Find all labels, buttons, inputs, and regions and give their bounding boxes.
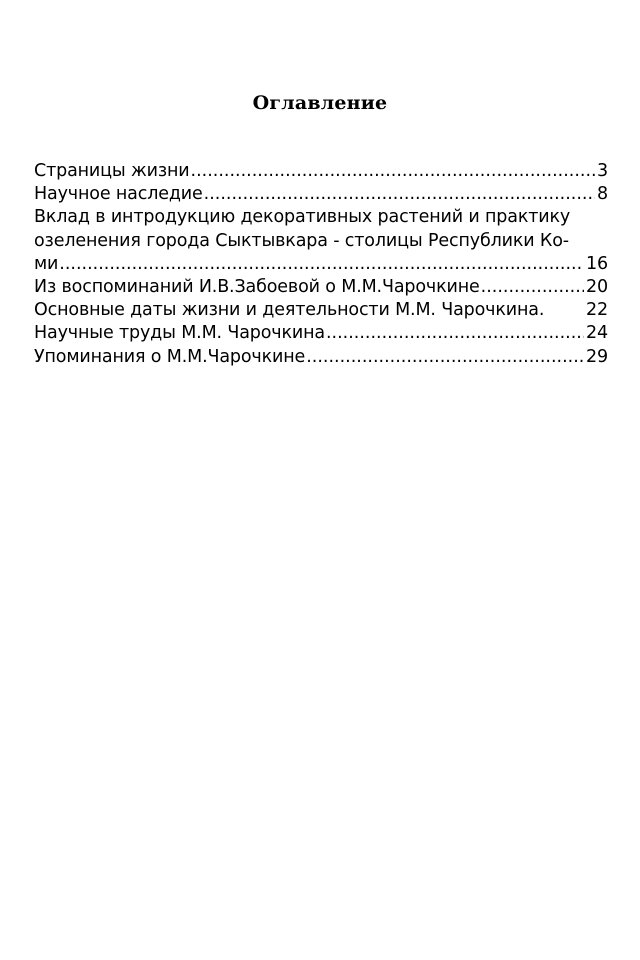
dot-leader	[204, 183, 595, 206]
dot-leader	[481, 276, 584, 299]
toc-entry-text: Упоминания о М.М.Чарочкине	[34, 346, 306, 367]
toc-entry-page: 22	[586, 300, 608, 321]
toc-title: Оглавление	[252, 92, 388, 114]
dot-leader	[306, 346, 584, 369]
toc-entry-page: 24	[586, 323, 608, 344]
toc-entry-page: 29	[586, 346, 608, 367]
toc-entry	[34, 160, 608, 183]
toc-entry-text: Научное наследие	[34, 184, 203, 205]
toc-entry	[34, 276, 608, 299]
toc-entry	[34, 346, 608, 369]
toc-entry	[34, 253, 608, 276]
dot-leader	[191, 160, 596, 183]
dot-leader	[59, 253, 584, 276]
toc-entry-page: 20	[586, 276, 608, 297]
table-of-contents	[34, 160, 608, 369]
toc-entry-text: Научные труды М.М. Чарочкина	[34, 323, 325, 344]
toc-entry	[34, 299, 608, 322]
dot-leader	[326, 322, 584, 345]
toc-entry-text: Основные даты жизни и деятельности М.М. Чарочкина.	[34, 300, 545, 321]
toc-entry-text: Из воспоминаний И.В.Забоевой о М.М.Чарочкине	[34, 276, 480, 297]
toc-entry-text: ми	[34, 253, 59, 274]
toc-entry-line: озеленения города Сыктывкара - столицы Республики Ко-	[34, 230, 569, 251]
toc-entry-text: Страницы жизни	[34, 161, 190, 181]
toc-entry-line: Вклад в интродукцию декоративных растений и практику	[34, 207, 571, 228]
toc-entry-page: 8	[597, 184, 608, 205]
toc-entry-page: 3	[597, 161, 608, 181]
toc-entry	[34, 183, 608, 206]
toc-entry	[34, 322, 608, 345]
toc-entry-page: 16	[586, 253, 608, 274]
